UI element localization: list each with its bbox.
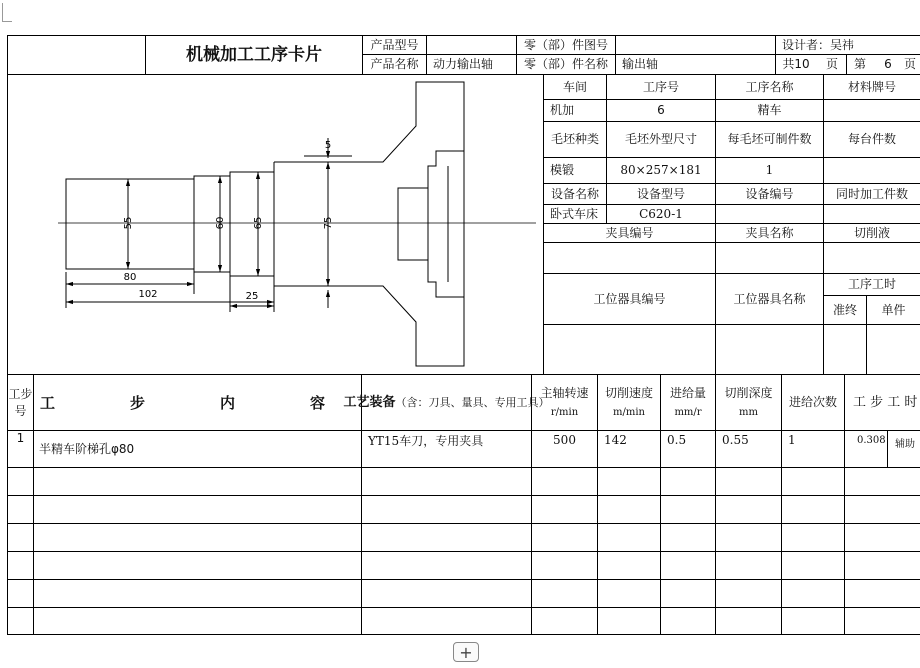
speed-header-unit: m/min [613, 406, 645, 418]
step-1-spindle: 500 [553, 433, 576, 447]
designer: 设计者：吴祎 [782, 37, 855, 52]
add-row-button[interactable] [453, 642, 479, 662]
blank-type-label: 毛坯种类 [550, 132, 599, 147]
speed-header-label: 切削速度 [604, 386, 653, 401]
depth-header-label: 切削深度 [724, 386, 773, 401]
plus-icon: + [459, 642, 473, 662]
equipment-header-note: （含：刀具、量具、专用工具） [395, 395, 550, 409]
op-name-value: 精车 [757, 103, 782, 118]
blank-size-value: 80×257×181 [620, 163, 702, 178]
part-name-value: 输出轴 [622, 57, 659, 72]
product-model-label: 产品型号 [370, 37, 419, 52]
feed-header-label: 进给量 [669, 386, 706, 401]
page-no: 6 [884, 57, 892, 72]
coolant-label: 切削液 [853, 225, 890, 240]
blank-type-value: 模锻 [550, 163, 575, 178]
dim-80: 80 [123, 272, 137, 283]
page-word-1: 页 [825, 57, 838, 72]
fixture-name-label: 夹具名称 [745, 225, 794, 240]
unit-time-label: 单件 [881, 302, 906, 317]
equip-no-label: 设备编号 [745, 186, 794, 201]
simul-count-label: 同时加工件数 [835, 186, 908, 201]
material-label: 材料牌号 [847, 80, 896, 95]
speed-header [598, 375, 660, 430]
dim-25: 25 [245, 291, 259, 302]
total-pages: 共10 [782, 57, 810, 72]
page-word-2: 页 [903, 57, 916, 72]
op-no-value: 6 [657, 103, 665, 118]
per-blank-label: 每毛坯可制件数 [727, 132, 812, 147]
step-1-content: 半精车阶梯孔φ80 [39, 442, 135, 456]
dim-65: 65 [253, 216, 264, 230]
step-1-machine-time: 0.308 [857, 435, 886, 446]
material-value [824, 100, 920, 121]
step-1-passes: 1 [788, 433, 796, 447]
passes-header: 进给次数 [788, 395, 837, 410]
op-time-label: 工序工时 [847, 277, 896, 292]
step-time-header: 工 步 工 时 [853, 394, 918, 410]
feed-header [661, 375, 715, 430]
step-1-equipment: YT15车刀，专用夹具 [368, 434, 484, 448]
product-name-value: 动力输出轴 [433, 57, 494, 72]
depth-header [716, 375, 781, 430]
equip-name-label: 设备名称 [550, 186, 599, 201]
step-1-speed: 142 [604, 433, 627, 447]
op-name-label: 工序名称 [745, 80, 794, 95]
equipment-header-title: 工艺装备 [343, 394, 396, 410]
product-model-value [427, 36, 516, 54]
per-unit-label: 每台件数 [847, 132, 896, 147]
dim-55: 55 [123, 216, 134, 230]
spindle-header-label: 主轴转速 [540, 386, 589, 401]
equip-name-value: 卧式车床 [550, 206, 599, 221]
part-drawing [8, 76, 542, 373]
part-name-label: 零（部）件名称 [523, 57, 608, 72]
prep-time-label: 准终 [832, 302, 857, 317]
card-title: 机械加工工序卡片 [186, 44, 322, 65]
part-drawing-value [616, 36, 775, 54]
step-1-no: 1 [16, 431, 25, 445]
spindle-header [532, 375, 597, 430]
dim-102: 102 [138, 289, 158, 300]
workshop-value: 机加 [550, 103, 575, 118]
product-name-label: 产品名称 [370, 57, 419, 72]
per-blank-value: 1 [765, 163, 774, 178]
dim-5: 5 [324, 140, 332, 151]
depth-header-unit: mm [739, 406, 758, 418]
station-name-label: 工位器具名称 [733, 291, 806, 306]
blank-size-label: 毛坯外型尺寸 [624, 132, 697, 147]
page-no-label: 第 [853, 57, 866, 72]
station-no-label: 工位器具编号 [593, 291, 666, 306]
step-no-header: 工步号 [8, 386, 33, 418]
dim-75: 75 [323, 216, 334, 230]
part-drawing-label: 零（部）件图号 [523, 37, 608, 52]
equip-model-label: 设备型号 [636, 186, 685, 201]
per-unit-value [824, 158, 920, 183]
step-content-header: 工 步 内 容 [39, 393, 355, 412]
equip-model-value: C620-1 [639, 206, 683, 221]
fixture-no-label: 夹具编号 [605, 225, 654, 240]
step-1-aux-time: 辅助 [895, 439, 915, 450]
workshop-label: 车间 [562, 80, 587, 95]
equipment-header [343, 375, 550, 430]
op-no-label: 工序号 [642, 80, 679, 95]
step-1-depth: 0.55 [722, 433, 749, 447]
step-1-feed: 0.5 [667, 433, 687, 447]
feed-header-unit: mm/r [674, 406, 702, 418]
spindle-header-unit: r/min [550, 406, 579, 418]
page-corner-mark [2, 3, 12, 22]
dim-60: 60 [215, 216, 226, 230]
